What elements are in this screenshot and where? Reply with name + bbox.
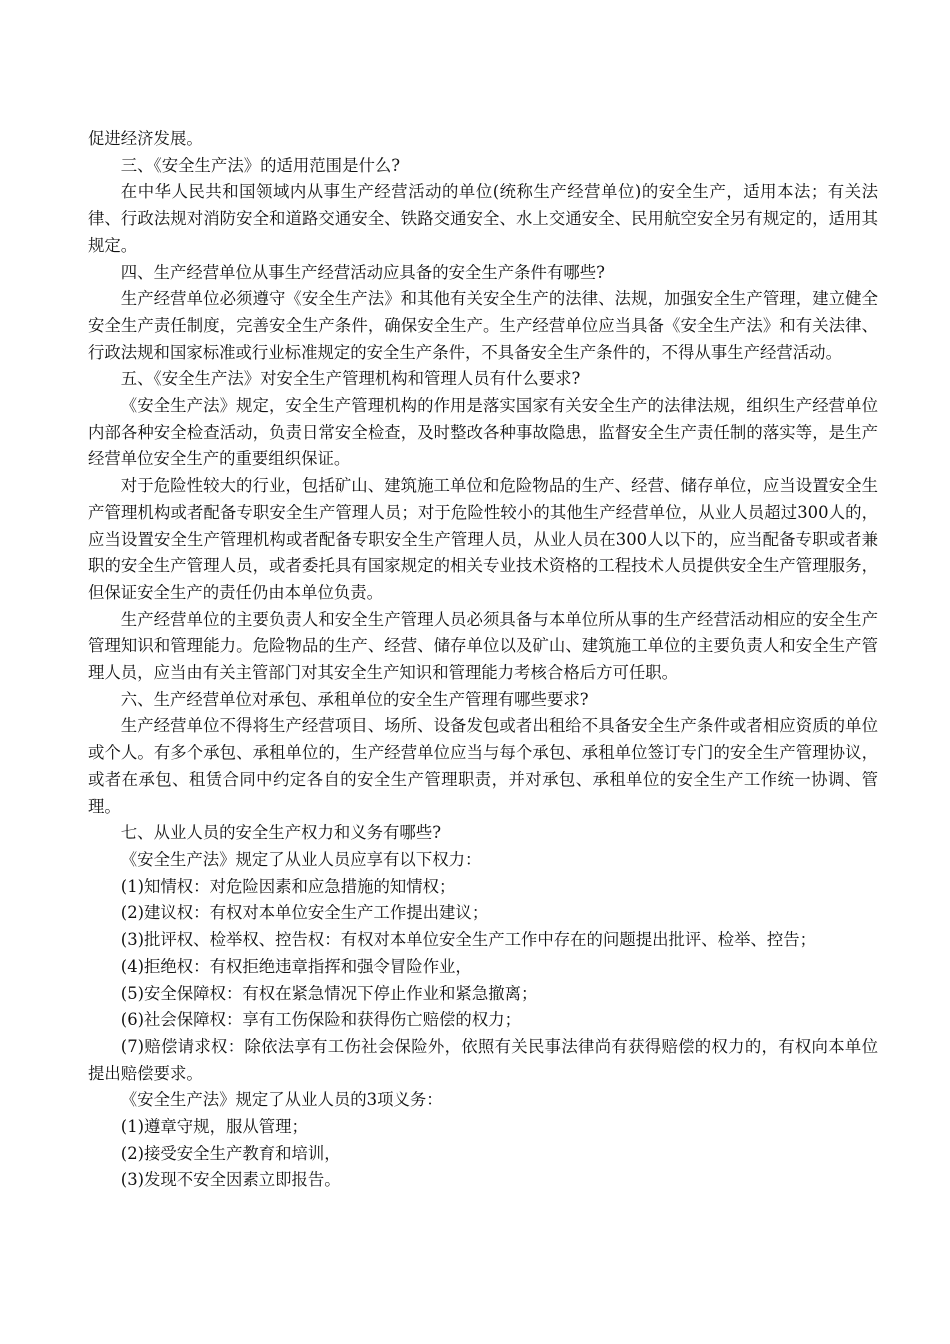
- paragraph: 生产经营单位必须遵守《安全生产法》和其他有关安全生产的法律、法规，加强安全生产管理，建立健全安全生产责任制度，完善安全生产条件，确保安全生产。生产经营单位应当具备《安全生产法》和有关法律、行政法规和国家标准或行业标准规定的安全生产条件，不具备安全生产条件的，不得从事生产经营活动。: [88, 289, 878, 362]
- paragraph-duties-intro: 《安全生产法》规定了从业人员的3项义务：: [120, 1090, 443, 1110]
- document-page: [88, 126, 878, 1194]
- paragraph: 在中华人民共和国领域内从事生产经营活动的单位(统称生产经营单位)的安全生产，适用本法；有关法律、行政法规对消防安全和道路交通安全、铁路交通安全、水上交通安全、民用航空安全另有规定的，适用其规定。: [88, 182, 878, 255]
- heading-section-4: 四、生产经营单位从事生产经营活动应具备的安全生产条件有哪些?: [120, 262, 605, 282]
- heading-section-6: 六、生产经营单位对承包、承租单位的安全生产管理有哪些要求?: [120, 689, 589, 709]
- paragraph: 生产经营单位的主要负责人和安全生产管理人员必须具备与本单位所从事的生产经营活动相应的安全生产管理知识和管理能力。危险物品的生产、经营、储存单位以及矿山、建筑施工单位的主要负责人和安全生产管理人员，应当由有关主管部门对其安全生产知识和管理能力考核合格后方可任职。: [88, 609, 878, 683]
- heading-section-5: 五、《安全生产法》对安全生产管理机构和管理人员有什么要求?: [120, 369, 581, 389]
- paragraph-continuation: 促进经济发展。: [88, 129, 203, 148]
- paragraph: 对于危险性较大的行业，包括矿山、建筑施工单位和危险物品的生产、经营、储存单位，应当设置安全生产管理机构或者配备专职安全生产管理人员；对于危险性较小的其他生产经营单位，从业人员超过300人的，应当设置安全生产管理机构或者配备专职安全生产管理人员，从业人员在300人以下的，应当配备专职或者兼职的安全生产管理人员，或者委托具有国家规定的相关专业技术资格的工程技术人员提供安全生产管理服务，但保证安全生产的责任仍由本单位负责。: [88, 476, 878, 602]
- paragraph: 《安全生产法》规定，安全生产管理机构的作用是落实国家有关安全生产的法律法规，组织生产经营单位内部各种安全检查活动，负责日常安全检查，及时整改各种事故隐患，监督安全生产责任制的落实等，是生产经营单位安全生产的重要组织保证。: [88, 396, 878, 469]
- heading-section-3: 三、《安全生产法》的适用范围是什么?: [120, 155, 401, 175]
- list-item-right: (3)批评权、检举权、控告权：有权对本单位安全生产工作中存在的问题提出批评、检举、控告；: [120, 930, 817, 950]
- list-item-right: (1)知情权：对危险因素和应急措施的知情权；: [120, 876, 456, 896]
- list-item-right: (4)拒绝权：有权拒绝违章指挥和强令冒险作业，: [120, 956, 472, 976]
- heading-section-7: 七、从业人员的安全生产权力和义务有哪些?: [120, 823, 442, 843]
- paragraph-rights-intro: 《安全生产法》规定了从业人员应享有以下权力：: [120, 849, 482, 869]
- list-item-right: (6)社会保障权：享有工伤保险和获得伤亡赔偿的权力；: [120, 1010, 521, 1030]
- list-item-duty: (1)遵章守规，服从管理；: [120, 1117, 308, 1137]
- list-item-right: (7)赔偿请求权：除依法享有工伤社会保险外，依照有关民事法律尚有获得赔偿的权力的，有权向本单位提出赔偿要求。: [88, 1036, 878, 1083]
- paragraph: 生产经营单位不得将生产经营项目、场所、设备发包或者出租给不具备安全生产条件或者相应资质的单位或个人。有多个承包、承租单位的，生产经营单位应当与每个承包、承租单位签订专门的安全生产管理协议，或者在承包、租赁合同中约定各自的安全生产管理职责，并对承包、承租单位的安全生产工作统一协调、管理。: [88, 716, 878, 816]
- list-item-right: (5)安全保障权：有权在紧急情况下停止作业和紧急撤离；: [120, 983, 538, 1003]
- list-item-right: (2)建议权：有权对本单位安全生产工作提出建议；: [120, 903, 489, 923]
- list-item-duty: (2)接受安全生产教育和培训，: [120, 1143, 341, 1163]
- list-item-duty: (3)发现不安全因素立即报告。: [120, 1170, 341, 1190]
